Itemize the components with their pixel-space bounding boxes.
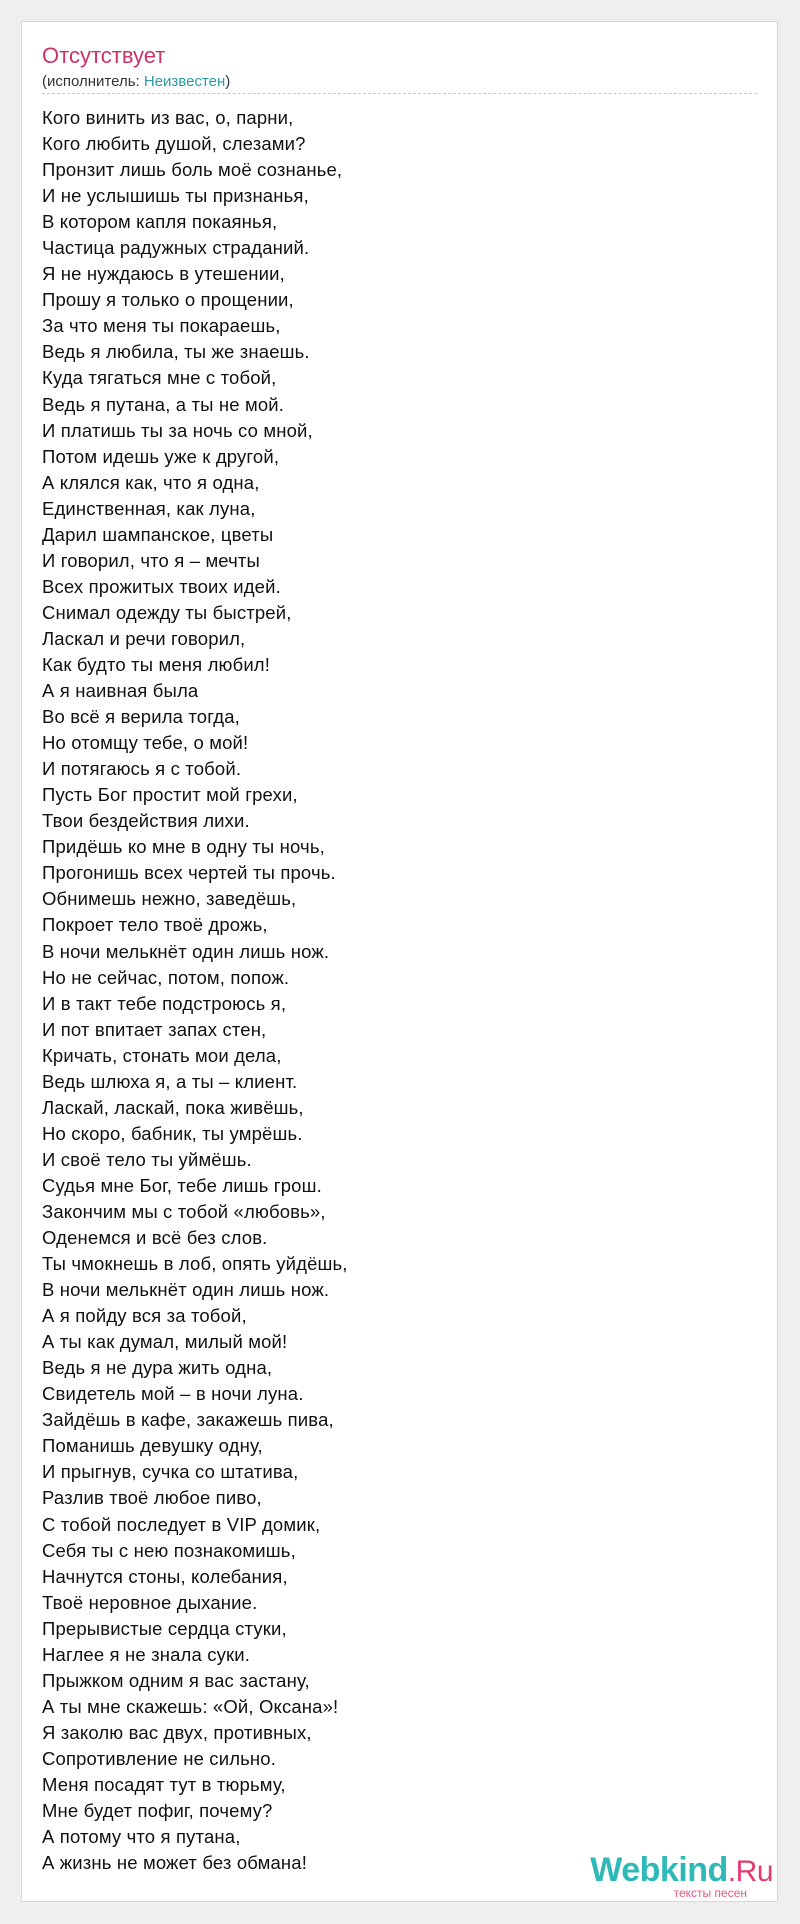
lyric-line: Кричать, стонать мои дела,: [42, 1044, 282, 1066]
lyric-line: И платишь ты за ночь со мной,: [42, 419, 313, 441]
lyric-line: Свидетель мой – в ночи луна.: [42, 1383, 304, 1405]
artist-suffix: ): [225, 73, 231, 90]
lyric-line: Мне будет пофиг, почему?: [42, 1800, 273, 1822]
lyric-line: Прошу я только о прощении,: [42, 289, 294, 311]
lyric-line: Наглее я не знала суки.: [42, 1643, 251, 1665]
lyric-line: И пот впитает запах стен,: [42, 1018, 267, 1040]
lyric-line: Дарил шампанское, цветы: [42, 523, 274, 545]
lyric-line: Ведь я не дура жить одна,: [42, 1357, 273, 1379]
lyric-line: Ведь я любила, ты же знаешь.: [42, 341, 310, 363]
logo-tld: .Ru: [727, 1855, 773, 1888]
lyric-line: Обнимешь нежно, заведёшь,: [42, 888, 297, 910]
lyric-line: Куда тягаться мне с тобой,: [42, 367, 277, 389]
song-title: Отсутствует: [42, 43, 166, 68]
lyric-line: Разлив твоё любое пиво,: [42, 1487, 262, 1509]
lyric-line: И в такт тебе подстроюсь я,: [42, 992, 287, 1014]
lyric-line: А потому что я путана,: [42, 1826, 241, 1848]
lyric-line: Ты чмокнешь в лоб, опять уйдёшь,: [42, 1253, 348, 1275]
lyric-line: Пусть Бог простит мой грехи,: [42, 784, 298, 806]
lyric-line: В котором капля покаянья,: [42, 211, 278, 233]
lyric-line: Ласкал и речи говорил,: [42, 627, 246, 649]
lyric-line: Придёшь ко мне в одну ты ночь,: [42, 836, 325, 858]
lyric-line: В ночи мелькнёт один лишь нож.: [42, 940, 330, 962]
lyric-line: Потом идешь уже к другой,: [42, 445, 280, 467]
lyric-line: Я не нуждаюсь в утешении,: [42, 263, 285, 285]
lyric-line: Зайдёшь в кафе, закажешь пива,: [42, 1409, 334, 1431]
lyric-line: Пронзит лишь боль моё сознанье,: [42, 159, 343, 181]
lyric-line: И говорил, что я – мечты: [42, 549, 260, 571]
lyrics-block: [42, 105, 757, 1876]
lyric-line: Прыжком одним я вас застану,: [42, 1669, 310, 1691]
content-card: [21, 21, 778, 1902]
lyric-line: А ты как думал, милый мой!: [42, 1331, 288, 1353]
lyric-line: Ведь шлюха я, а ты – клиент.: [42, 1070, 298, 1092]
webkind-logo[interactable]: [590, 1853, 773, 1899]
lyric-line: Но отомщу тебе, о мой!: [42, 732, 249, 754]
lyric-line: А клялся как, что я одна,: [42, 471, 260, 493]
lyric-line: Прогонишь всех чертей ты прочь.: [42, 862, 336, 884]
lyric-line: И своё тело ты уймёшь.: [42, 1148, 252, 1170]
lyric-line: Единственная, как луна,: [42, 497, 256, 519]
artist-prefix: (исполнитель:: [42, 73, 144, 90]
lyric-line: Покроет тело твоё дрожь,: [42, 914, 268, 936]
lyric-line: И прыгнув, сучка со штатива,: [42, 1461, 299, 1483]
lyric-line: Во всё я верила тогда,: [42, 706, 240, 728]
lyric-line: Снимал одежду ты быстрей,: [42, 601, 292, 623]
lyric-line: А я наивная была: [42, 680, 199, 702]
lyric-line: Начнутся стоны, колебания,: [42, 1565, 288, 1587]
lyric-line: Я заколю вас двух, противных,: [42, 1721, 312, 1743]
lyric-line: Кого любить душой, слезами?: [42, 133, 306, 155]
logo-brand: Webkind: [590, 1851, 728, 1889]
lyric-line: Закончим мы с тобой «любовь»,: [42, 1200, 326, 1222]
lyric-line: Себя ты с нею познакомишь,: [42, 1539, 296, 1561]
lyric-line: А я пойду вся за тобой,: [42, 1305, 247, 1327]
lyric-line: Твои бездействия лихи.: [42, 810, 250, 832]
lyric-line: Как будто ты меня любил!: [42, 653, 271, 675]
lyric-line: Ведь я путана, а ты не мой.: [42, 393, 285, 415]
lyric-line: А ты мне скажешь: «Ой, Оксана»!: [42, 1695, 339, 1717]
lyric-line: В ночи мелькнёт один лишь нож.: [42, 1279, 330, 1301]
lyric-line: Кого винить из вас, о, парни,: [42, 107, 294, 128]
lyric-line: А жизнь не может без обмана!: [42, 1852, 307, 1874]
lyric-line: Меня посадят тут в тюрьму,: [42, 1774, 286, 1795]
lyric-line: И потягаюсь я с тобой.: [42, 758, 242, 780]
logo-tagline: тексты песен: [673, 1886, 747, 1900]
lyric-line: Но скоро, бабник, ты умрёшь.: [42, 1122, 303, 1144]
lyric-line: Ласкай, ласкай, пока живёшь,: [42, 1096, 304, 1118]
lyric-line: Частица радужных страданий.: [42, 237, 310, 259]
artist-line: [42, 72, 230, 92]
lyric-line: Сопротивление не сильно.: [42, 1747, 277, 1769]
lyric-line: Поманишь девушку одну,: [42, 1435, 263, 1457]
lyric-line: И не услышишь ты признанья,: [42, 185, 309, 207]
lyric-line: Всех прожитых твоих идей.: [42, 575, 281, 597]
lyric-line: За что меня ты покараешь,: [42, 315, 281, 337]
logo-wordmark: [590, 1853, 773, 1889]
artist-link[interactable]: Неизвестен: [143, 73, 226, 90]
lyric-line: Судья мне Бог, тебе лишь грош.: [42, 1174, 322, 1196]
lyric-line: Прерывистые сердца стуки,: [42, 1617, 287, 1639]
lyric-line: Оденемся и всё без слов.: [42, 1227, 268, 1249]
lyric-line: Но не сейчас, потом, попож.: [42, 966, 290, 988]
divider: [42, 93, 757, 94]
lyric-line: Твоё неровное дыхание.: [42, 1591, 258, 1613]
lyric-line: С тобой последует в VIP домик,: [42, 1513, 321, 1535]
